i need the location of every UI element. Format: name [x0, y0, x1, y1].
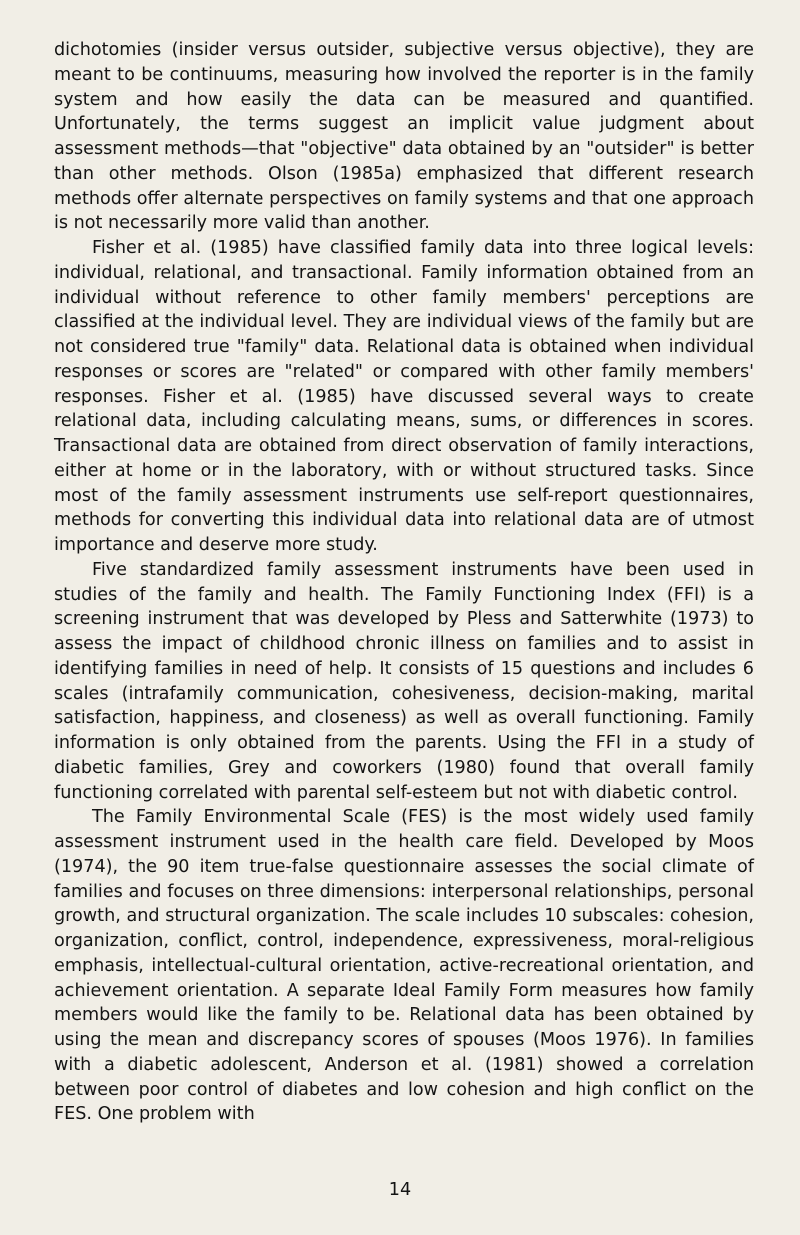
paragraph-3: Five standardized family assessment instruments have been used in studies of the family and health. The Family Functioning Index (FFI) is a screening instrument that was developed by Pless and Satterwhite (1973) to assess the impact of childhood chronic illness on families and to assist in identifying families in need of help. It consists of 15 questions and includes 6 scales (intrafamily communication, cohesiveness, decision-making, marital satisfaction, happiness, and closeness) as well as overall functioning. Family information is only obtained from the parents. Using the FFI in a study of diabetic families, Grey and coworkers (1980) found that overall family functioning correlated with parental self-esteem but not with diabetic control. — [54, 559, 754, 803]
page-body — [54, 38, 754, 1127]
paragraph-2: Fisher et al. (1985) have classified family data into three logical levels: individual, relational, and transactional. Family information obtained from an individual without reference to other family members' perceptions are classified at the individual level. They are individual views of the family but are not considered true "family" data. Relational data is obtained when individual responses or scores are "related" or compared with other family members' responses. Fisher et al. (1985) have discussed several ways to create relational data, including calculating means, sums, or differences in scores. Transactional data are obtained from direct observation of family interactions, either at home or in the laboratory, with or without structured tasks. Since most of the family assessment instruments use self-report questionnaires, methods for converting this individual data into relational data are of utmost importance and deserve more study. — [54, 238, 754, 555]
page-number: 14 — [388, 1180, 412, 1200]
paragraph-1: dichotomies (insider versus outsider, subjective versus objective), they are meant to be continuums, measuring how involved the reporter is in the family system and how easily the data can be measured and quantified. Unfortunately, the terms suggest an implicit value judgment about assessment methods—that "objective" data obtained by an "outsider" is better than other methods. Olson (1985a) emphasized that different research methods offer alternate perspectives on family systems and that one approach is not necessarily more valid than another. — [54, 40, 754, 234]
paragraph-4: The Family Environmental Scale (FES) is the most widely used family assessment instrument used in the health care field. Developed by Moos (1974), the 90 item true-false questionnaire assesses the social climate of families and focuses on three dimensions: interpersonal relationships, personal growth, and structural organization. The scale includes 10 subscales: cohesion, organization, conflict, control, independence, expressiveness, moral-religious emphasis, intellectual-cultural orientation, active-recreational orientation, and achievement orientation. A separate Ideal Family Form measures how family members would like the family to be. Relational data has been obtained by using the mean and discrepancy scores of spouses (Moos 1976). In families with a diabetic adolescent, Anderson et al. (1981) showed a correlation between poor control of diabetes and low cohesion and high conflict on the FES. One problem with — [54, 807, 754, 1125]
